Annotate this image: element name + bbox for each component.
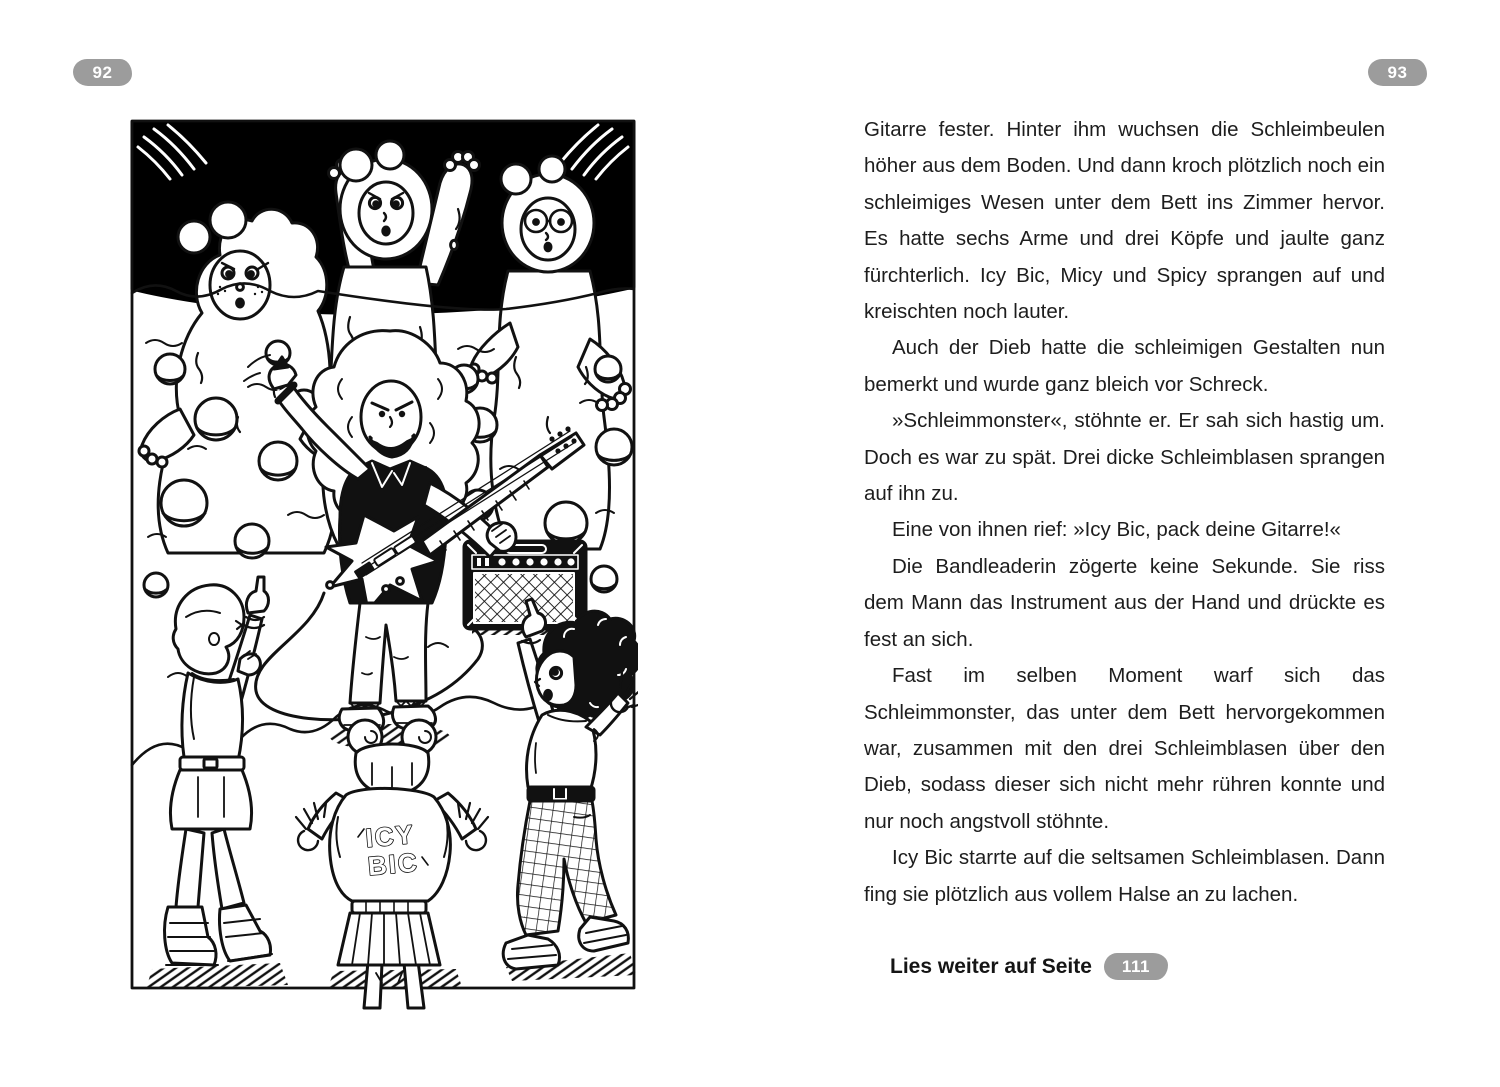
jacket-text-line1: ICY — [364, 818, 417, 854]
page-number-badge-right: 93 — [1368, 59, 1427, 86]
story-paragraph: Icy Bic starrte auf die seltsamen Schleimblasen. Dann fing sie plötzlich aus vollem Halse an zu lachen. — [864, 846, 1385, 906]
story-paragraph: Auch der Dieb hatte die schleimigen Gestalten nun bemerkt und wurde ganz bleich vor Schreck. — [864, 336, 1385, 396]
continue-reading-label: Lies weiter auf Seite — [890, 954, 1092, 978]
comic-illustration — [128, 117, 638, 1010]
story-paragraph: Gitarre fester. Hinter ihm wuchsen die Schleimbeulen höher aus dem Boden. Und dann kroch plötzlich noch ein schleimiges Wesen unter dem Bett ins Zimmer hervor. Es hatte sechs Arme und drei Köpfe und jaulte ganz fürchterlich. Icy Bic, Micy und Spicy sprangen auf und kreischten noch lauter. — [864, 118, 1385, 324]
story-text-column — [864, 112, 1385, 913]
continue-reading-page-badge: 111 — [1104, 953, 1168, 980]
story-paragraph: »Schleimmonster«, stöhnte er. Er sah sich hastig um. Doch es war zu spät. Drei dicke Schleimblasen sprangen auf ihn zu. — [864, 409, 1385, 506]
jacket-text-line2: BIC — [366, 846, 420, 882]
story-paragraph: Die Bandleaderin zögerte keine Sekunde. Sie riss dem Mann das Instrument aus der Hand und drückte es fest an sich. — [864, 554, 1385, 651]
kid-middle-girl — [296, 720, 488, 1008]
kid-right — [503, 599, 638, 981]
story-paragraph: Eine von ihnen rief: »Icy Bic, pack deine Gitarre!« — [892, 518, 1341, 542]
story-paragraph: Fast im selben Moment warf sich das Schleimmonster, das unter dem Bett hervorgekommen war, zusammen mit den drei Schleimblasen über den Dieb, sodass dieser sich nicht mehr rühren konnte und nur noch angstvoll stöhnte. — [864, 664, 1385, 833]
continue-reading-line — [864, 953, 1385, 980]
page-number-badge-left: 92 — [73, 59, 132, 86]
kid-left-girl — [146, 577, 288, 989]
